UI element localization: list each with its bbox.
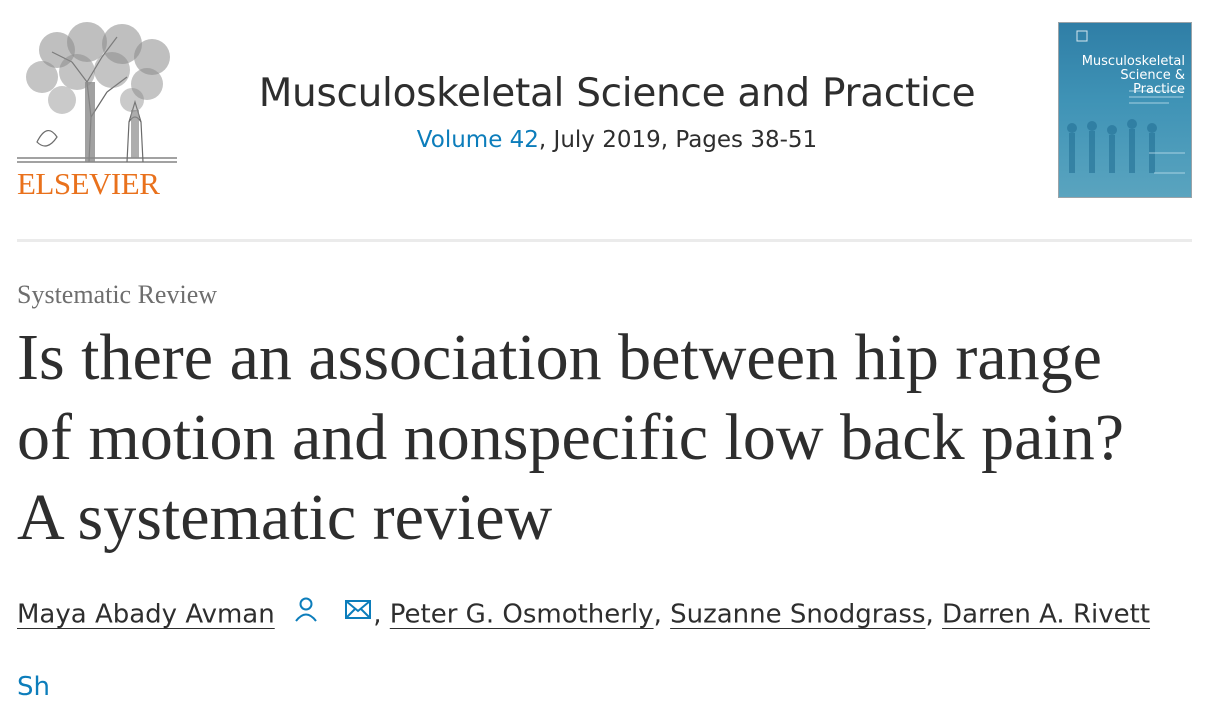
article-type-label: Systematic Review: [17, 280, 218, 309]
author-link-1[interactable]: Maya Abady Avman: [17, 599, 275, 630]
author-separator: ,: [653, 599, 662, 630]
header-divider: [17, 239, 1192, 242]
elsevier-tree-icon: [17, 22, 177, 167]
journal-info: [197, 68, 1037, 156]
journal-issue-details: [197, 124, 1037, 156]
publisher-logo[interactable]: [17, 22, 177, 200]
cover-artwork-icon: [1059, 23, 1191, 197]
author-list: [17, 594, 1202, 636]
journal-title-link[interactable]: Musculoskeletal Science and Practice: [258, 71, 976, 116]
author-separator: ,: [373, 599, 382, 630]
author-separator: ,: [925, 599, 934, 630]
cover-title-line-2: Science & Practice: [1120, 68, 1185, 97]
article-title: [17, 318, 1197, 558]
author-link-2[interactable]: Peter G. Osmotherly: [389, 599, 654, 630]
envelope-icon[interactable]: [343, 594, 373, 636]
person-icon[interactable]: [291, 594, 321, 636]
article-title-line-3: A systematic review: [17, 481, 553, 554]
author-link-4[interactable]: Darren A. Rivett: [942, 599, 1151, 630]
author-link-3[interactable]: Suzanne Snodgrass: [670, 599, 926, 630]
cover-title-line-1: Musculoskeletal: [1081, 54, 1185, 69]
journal-header: [17, 22, 1192, 200]
volume-link[interactable]: Volume 42: [416, 127, 539, 153]
issue-date-pages: , July 2019, Pages 38-51: [538, 127, 818, 153]
cover-title: [1065, 55, 1185, 97]
journal-cover-thumbnail[interactable]: [1058, 22, 1192, 198]
truncated-link[interactable]: Sh: [17, 672, 50, 702]
article-title-line-2: of motion and nonspecific low back pain?: [17, 401, 1125, 474]
publisher-wordmark: ELSEVIER: [17, 166, 160, 201]
article-title-line-1: Is there an association between hip range: [17, 321, 1102, 394]
